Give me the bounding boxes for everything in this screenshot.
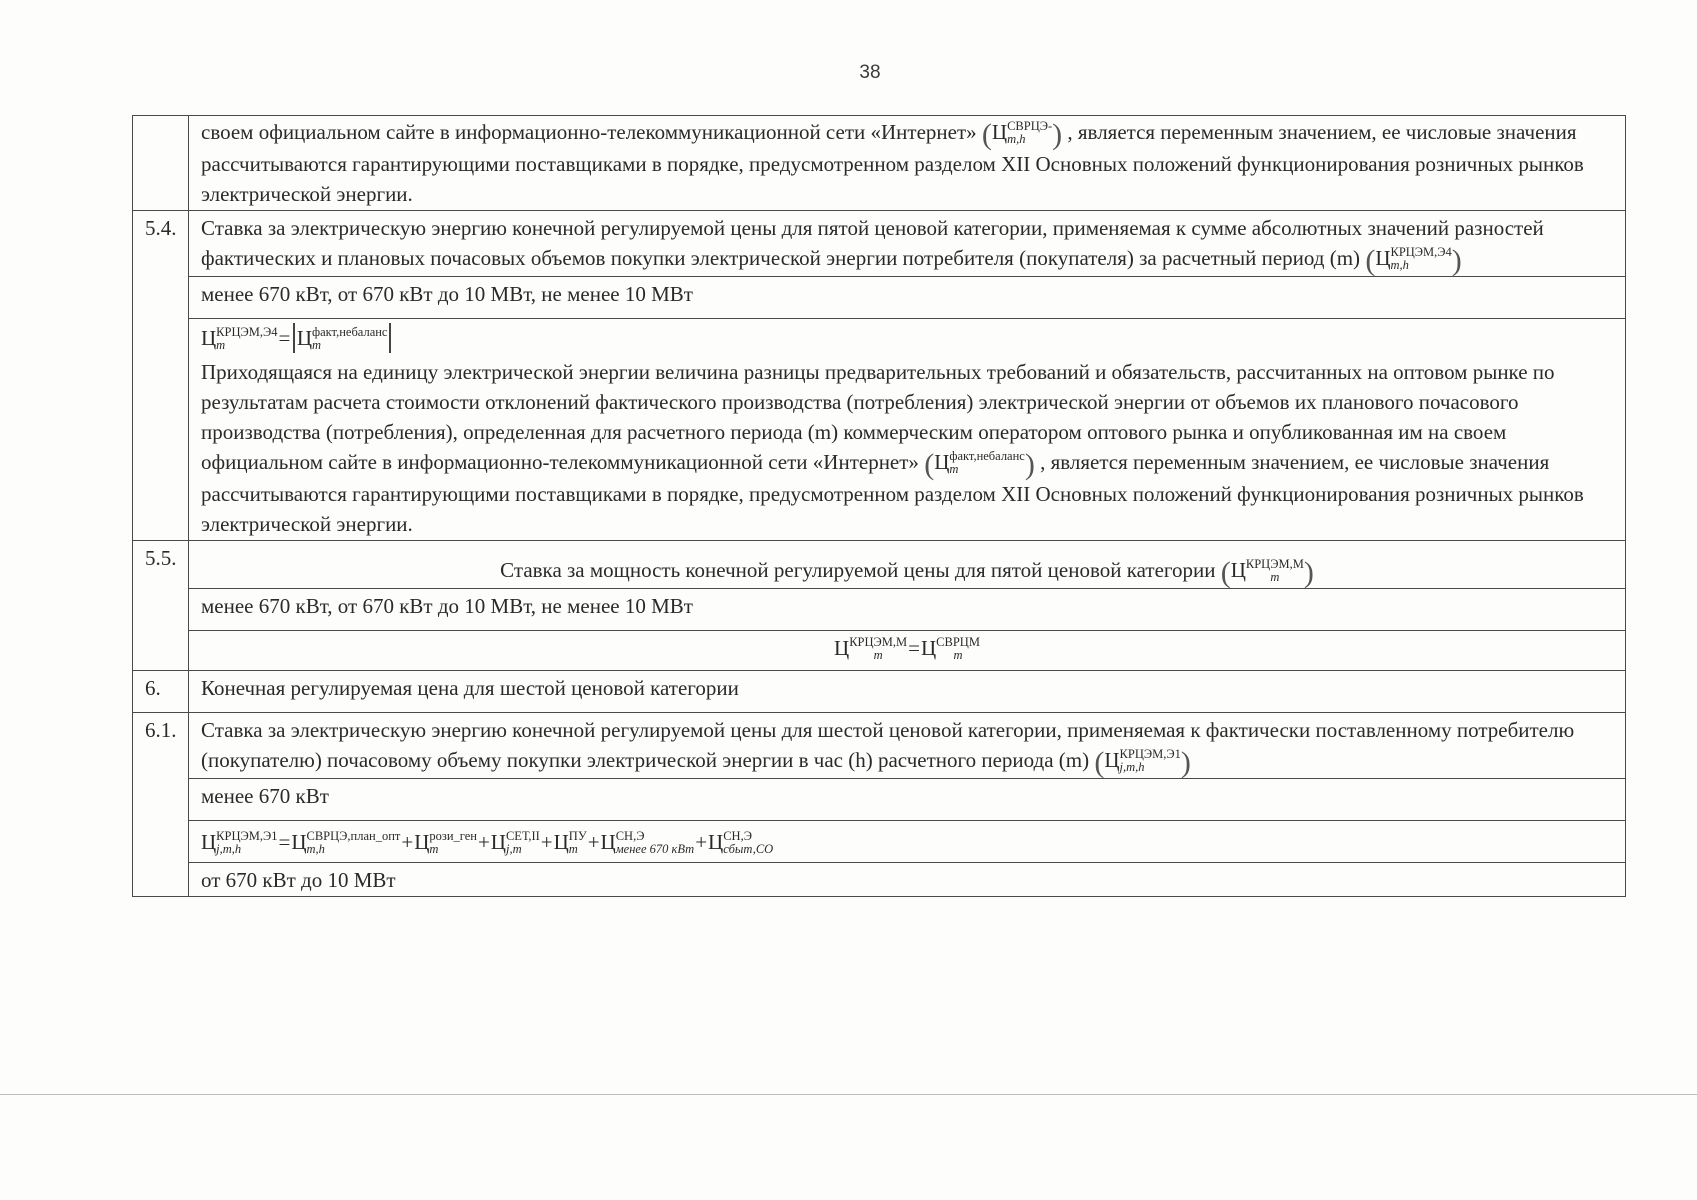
table-row (133, 116, 1626, 211)
row-number-5-5: 5.5. (133, 541, 189, 671)
description-5-4: Приходящаяся на единицу электрической энергии величина разницы предварительных требований и обязательств, рассчитанных на оптовом рынке по результатам расчета стоимости отклонений фактического производства (потребления) электрической энергии от объемов их планового почасового производства (потребления), определенная для расчетного периода (m) коммерческим оператором оптового рынка и опубликованная им на своем официальном сайте в информационно-телекоммуникационной сети «Интернет» (201, 360, 1555, 474)
row-title-6: Конечная регулируемая цена для шестой ценовой категории (189, 671, 1626, 713)
table-row (133, 541, 1626, 589)
table-row (133, 589, 1626, 631)
row-title-5-5: Ставка за мощность конечной регулируемой цены для пятой ценовой категории (Ц КРЦЭМ,М m ) (189, 541, 1626, 589)
continuation-text-after: , является переменным значением, ее числовые значения рассчитываются гарантирующими поставщиками в порядке, предусмотренном разделом XII Основных положений функционирования розничных рынков электрической энергии. (201, 120, 1584, 206)
range-670-10mw: от 670 кВт до 10 МВт (189, 863, 1626, 897)
formula-krcem-e4: (Ц КРЦЭМ,Э4 m,h ) (1365, 244, 1462, 277)
continuation-text: своем официальном сайте в информационно-телекоммуникационной сети «Интернет» (201, 120, 977, 144)
row-number-5-4: 5.4. (133, 211, 189, 541)
page-number: 38 (859, 62, 881, 83)
row-title-5-4: Ставка за электрическую энергию конечной регулируемой цены для пятой ценовой категории, применяемая к сумме абсолютных значений разностей фактических и плановых почасовых объемов покупки электрической энергии потребителя (покупателя) за расчетный период (m) (Ц КРЦЭМ,Э4 m,h ) (189, 211, 1626, 277)
formula-krcem-e1: (Ц КРЦЭМ,Э1 j,m,h ) (1094, 746, 1191, 779)
equation-5-4: Ц КРЦЭМ,Э4 m = Ц факт,небаланс m (201, 321, 1613, 357)
row-title-6-1: Ставка за электрическую энергию конечной регулируемой цены для шестой ценовой категории, применяемая к фактически поставленному потребителю (покупателю) почасовому объему покупки электрической энергии в час (h) расчетного периода (m) (Ц КРЦЭМ,Э1 j,m,h ) (189, 713, 1626, 779)
row-number-6: 6. (133, 671, 189, 713)
formula-block-5-4 (189, 319, 1626, 541)
table-row (133, 277, 1626, 319)
row-text (189, 116, 1626, 211)
description-5-4-after: , является переменным значением, ее числовые значения рассчитываются гарантирующими поставщиками в порядке, предусмотренном разделом XII Основных положений функционирования розничных рынков электрической энергии. (201, 450, 1584, 536)
table-row (133, 779, 1626, 821)
range-less-670: менее 670 кВт (189, 779, 1626, 821)
page-bottom-rule (0, 1094, 1697, 1095)
ranges-5-4: менее 670 кВт, от 670 кВт до 10 МВт, не менее 10 МВт (189, 277, 1626, 319)
equation-6-1: Ц КРЦЭМ,Э1 j,m,h =Ц СВРЦЭ,план_опт m,h +Ц рози_ген m +Ц СЕТ,II j,m +Ц ПУ m +Ц СН,Э менее 670 кВт +Ц СН,Э сбыт,СО (189, 821, 1626, 863)
table-row (133, 713, 1626, 779)
row-number (133, 116, 189, 211)
formula-svrce: (Ц СВРЦЭ- m,h ) (981, 118, 1063, 151)
table-row (133, 821, 1626, 863)
formula-fakt-nebalans: (Ц факт,небаланс m ) (924, 448, 1035, 481)
table-row (133, 631, 1626, 671)
formula-krcem-m: (Ц КРЦЭМ,М m ) (1220, 556, 1314, 589)
ranges-5-5: менее 670 кВт, от 670 кВт до 10 МВт, не менее 10 МВт (189, 589, 1626, 631)
table-row (133, 211, 1626, 277)
table-row (133, 319, 1626, 541)
table-row (133, 671, 1626, 713)
tariff-table (132, 115, 1626, 897)
row-number-6-1: 6.1. (133, 713, 189, 897)
equation-5-5: Ц КРЦЭМ,М m =Ц СВРЦМ m (189, 631, 1626, 671)
table-row (133, 863, 1626, 897)
